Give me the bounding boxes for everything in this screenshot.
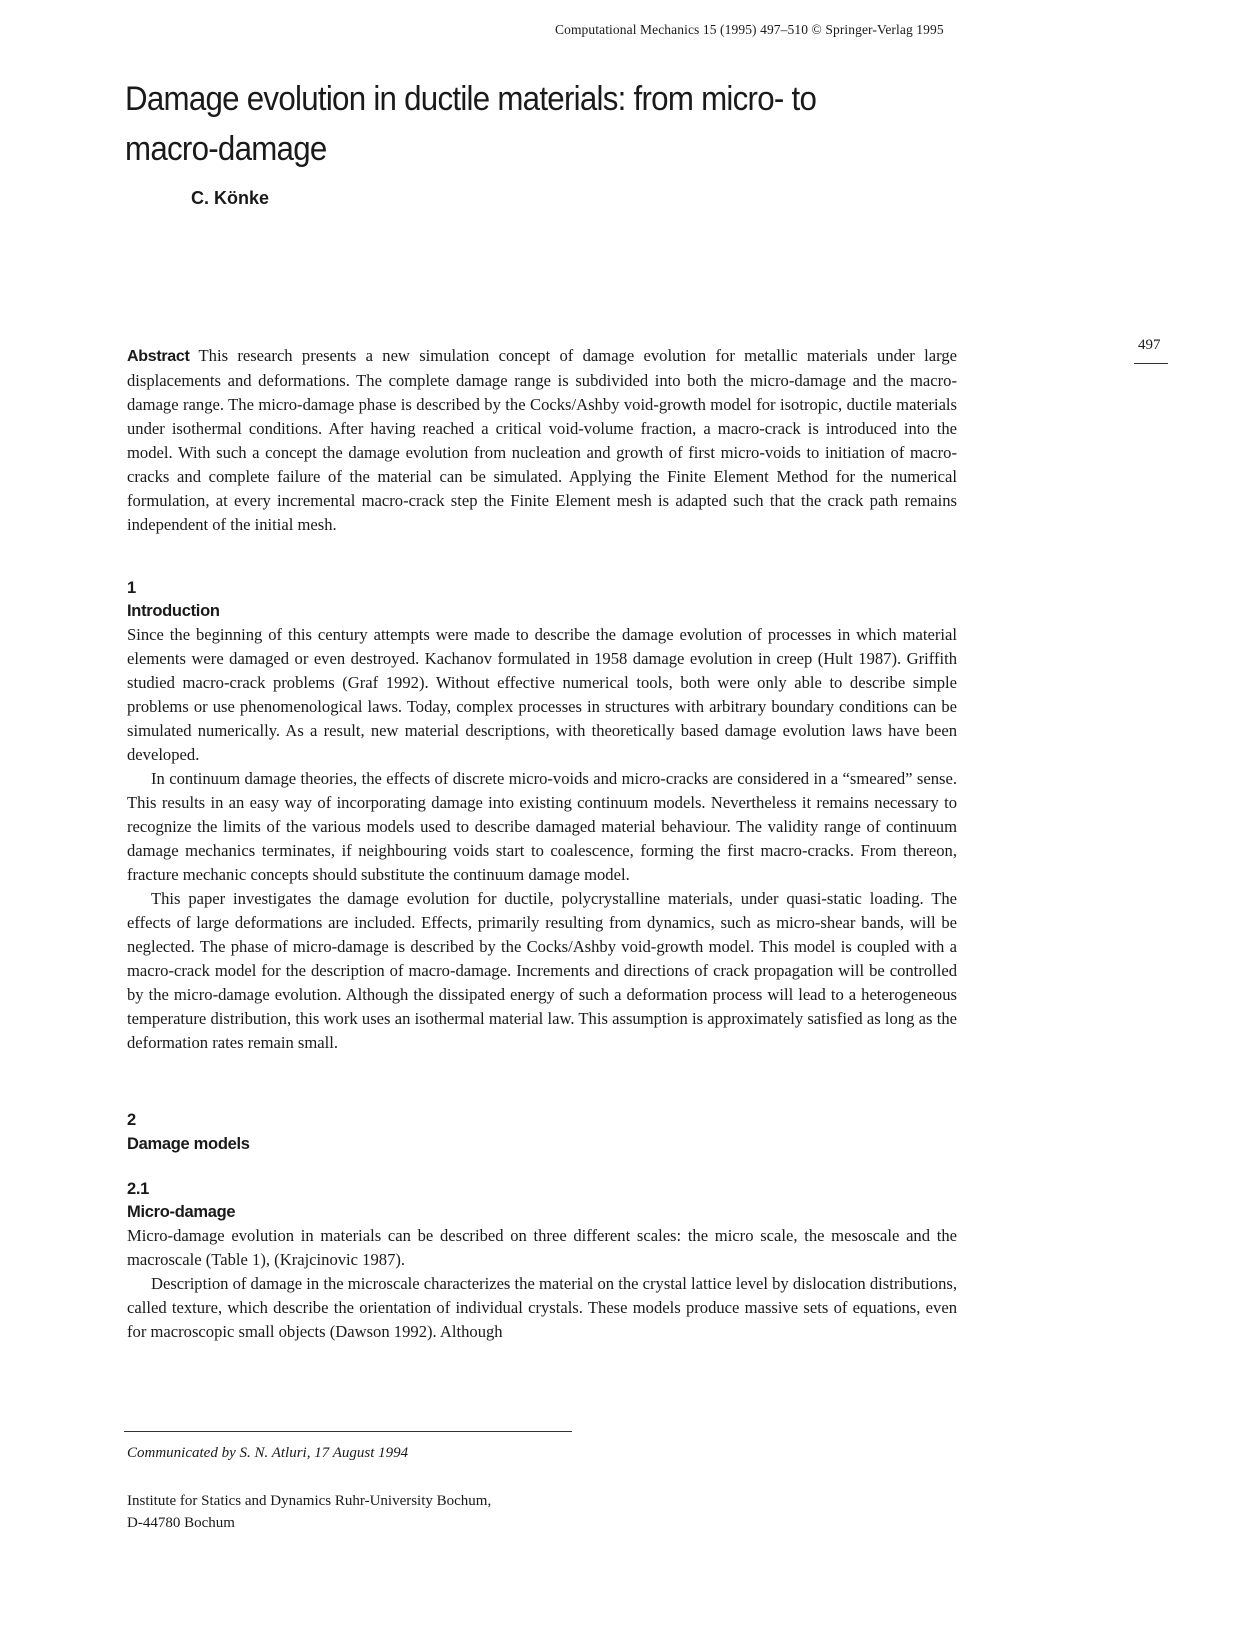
author-name: C. Könke xyxy=(191,188,270,208)
section-1-body xyxy=(127,623,957,1055)
section-1-paragraph-3: This paper investigates the damage evolution for ductile, polycrystalline materials, under quasi-static loading. The effects of large deformations are included. Effects, primarily resulting from dynamics, such as micro-shear bands, will be neglected. The phase of micro-damage is described by the Cocks/Ashby void-growth model. This model is coupled with a macro-crack model for the description of macro-damage. Increments and directions of crack propagation will be controlled by the micro-damage evolution. Although the dissipated energy of such a deformation process will lead to a heterogeneous temperature distribution, this work uses an isothermal material law. This assumption is approximately satisfied as long as the deformation rates remain small. xyxy=(127,889,957,1052)
communicated-by: Communicated by S. N. Atluri, 17 August 1994 xyxy=(127,1445,409,1461)
affiliation-line-2: D-44780 Bochum xyxy=(127,1515,235,1531)
section-2-1-body xyxy=(127,1224,957,1344)
section-2-1-paragraph-2: Description of damage in the microscale characterizes the material on the crystal lattice level by dislocation distributions, called texture, which describe the orientation of individual crystals. These models produce massive sets of equations, even for macroscopic small objects (Dawson 1992). Although xyxy=(127,1274,957,1341)
abstract-label: Abstract xyxy=(127,348,190,365)
section-1-paragraph-2: In continuum damage theories, the effects of discrete micro-voids and micro-cracks are considered in a “smeared” sense. This results in an easy way of incorporating damage into existing continuum models. Nevertheless it remains necessary to recognize the limits of the various models used to describe damaged material behaviour. The validity range of continuum damage mechanics terminates, if neighbouring voids start to coalescence, forming the first macro-cracks. From thereon, fracture mechanic concepts should substitute the continuum damage model. xyxy=(127,769,957,884)
abstract-block xyxy=(127,344,957,537)
running-head: Computational Mechanics 15 (1995) 497–510 © Springer-Verlag 1995 xyxy=(555,22,944,37)
page-number-rule xyxy=(1134,363,1168,364)
paper-title-line-1: Damage evolution in ductile materials: from micro- to xyxy=(125,80,817,118)
paper-title-line-2: macro-damage xyxy=(125,130,327,168)
footnote-rule xyxy=(124,1431,572,1432)
section-1-title: Introduction xyxy=(127,602,220,620)
paper-title xyxy=(125,74,879,174)
abstract-paragraph xyxy=(127,344,957,537)
abstract-text: This research presents a new simulation concept of damage evolution for metallic materials under large displacements and deformations. The complete damage range is subdivided into both the micro-damage and the macro-damage range. The micro-damage phase is described by the Cocks/Ashby void-growth model for isotropic, ductile materials under isothermal conditions. After having reached a critical void-volume fraction, a macro-crack is introduced into the model. With such a concept the damage evolution from nucleation and growth of first micro-voids to initiation of macro-cracks and complete failure of the material can be simulated. Applying the Finite Element Method for the numerical formulation, at every incremental macro-crack step the Finite Element mesh is adapted such that the crack path remains independent of the initial mesh. xyxy=(127,346,957,534)
section-1-number: 1 xyxy=(127,579,136,597)
page-number: 497 xyxy=(1138,337,1161,353)
section-2-number: 2 xyxy=(127,1111,136,1129)
section-2-title: Damage models xyxy=(127,1135,250,1153)
section-2-1-number: 2.1 xyxy=(127,1180,150,1198)
section-2-1-title: Micro-damage xyxy=(127,1203,236,1221)
affiliation-line-1: Institute for Statics and Dynamics Ruhr-University Bochum, xyxy=(127,1493,492,1509)
section-1-paragraph-1: Since the beginning of this century attempts were made to describe the damage evolution of processes in which material elements were damaged or even destroyed. Kachanov formulated in 1958 damage evolution in creep (Hult 1987). Griffith studied macro-crack problems (Graf 1992). Without effective numerical tools, both were only able to describe simple problems or use phenomenological laws. Today, complex processes in structures with arbitrary boundary conditions can be simulated numerically. As a result, new material descriptions, with theoretically based damage evolution laws have been developed. xyxy=(127,625,957,764)
author-affiliation xyxy=(127,1490,491,1534)
section-2-1-paragraph-1: Micro-damage evolution in materials can be described on three different scales: the micro scale, the mesoscale and the macroscale (Table 1), (Krajcinovic 1987). xyxy=(127,1226,957,1269)
